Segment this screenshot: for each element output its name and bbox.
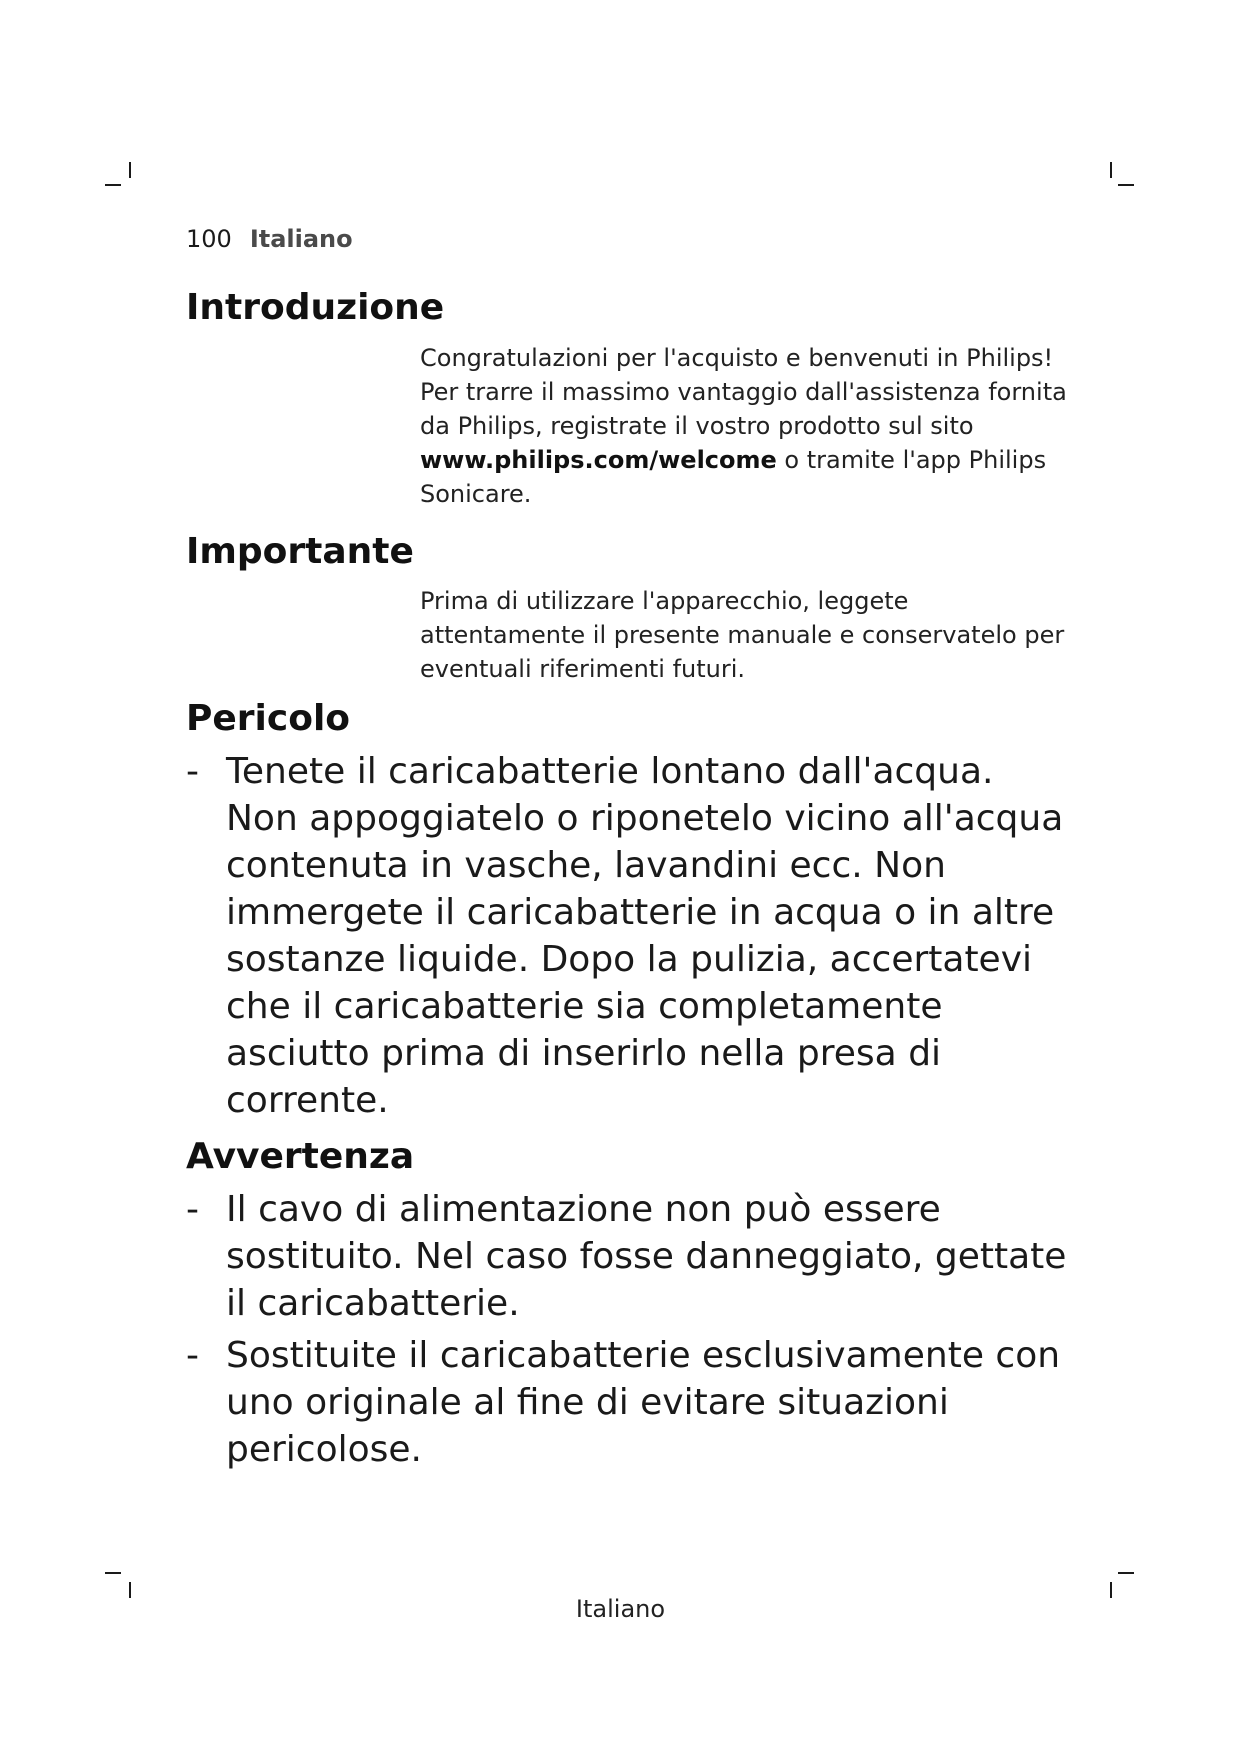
intro-paragraph — [420, 341, 1070, 511]
welcome-link[interactable]: www.philips.com/welcome — [420, 446, 777, 474]
bullet-dash: - — [186, 751, 199, 792]
heading-avvertenza: Avvertenza — [186, 1136, 415, 1177]
header-language: Italiano — [249, 225, 353, 253]
crop-mark-top-left-v — [129, 162, 131, 178]
avvertenza-item — [186, 1186, 1076, 1327]
page-number: 100 — [186, 225, 232, 253]
page-header — [186, 224, 353, 254]
crop-mark-top-right-h — [1118, 184, 1134, 186]
heading-pericolo: Pericolo — [186, 698, 351, 739]
crop-mark-top-left-h — [105, 184, 121, 186]
pericolo-item — [186, 748, 1076, 1124]
heading-introduzione: Introduzione — [186, 287, 445, 328]
heading-importante: Importante — [186, 531, 414, 572]
crop-mark-bottom-left-h — [105, 1572, 121, 1574]
bullet-dash: - — [186, 1335, 199, 1376]
page-footer: Italiano — [575, 1595, 666, 1623]
avvertenza-item-text: Sostituite il caricabatterie esclusivamente con uno originale al fine di evitare situazioni pericolose. — [226, 1335, 1061, 1470]
importante-paragraph: Prima di utilizzare l'apparecchio, leggete attentamente il presente manuale e conservatelo per eventuali riferimenti futuri. — [420, 587, 1065, 683]
crop-mark-top-right-v — [1110, 162, 1112, 178]
avvertenza-item-text: Il cavo di alimentazione non può essere sostituito. Nel caso fosse danneggiato, gettate il caricabatterie. — [226, 1189, 1067, 1324]
intro-text: Congratulazioni per l'acquisto e benvenuti in Philips! Per trarre il massimo vantaggio dall'assistenza fornita da Philips, registrate il vostro prodotto sul sito — [420, 344, 1067, 440]
avvertenza-item — [186, 1332, 1076, 1473]
crop-mark-bottom-right-h — [1118, 1572, 1134, 1574]
intro-text-end: o tramite l'app Philips Sonicare. — [420, 446, 1047, 508]
bullet-dash: - — [186, 1189, 199, 1230]
pericolo-item-text: Tenete il caricabatterie lontano dall'acqua. Non appoggiatelo o riponetelo vicino all'acqua contenuta in vasche, lavandini ecc. Non immergete il caricabatterie in acqua o in altre sostanze liquide. Dopo la pulizia, accertatevi che il caricabatterie sia completamente asciutto prima di inserirlo nella presa di corrente. — [226, 751, 1064, 1121]
